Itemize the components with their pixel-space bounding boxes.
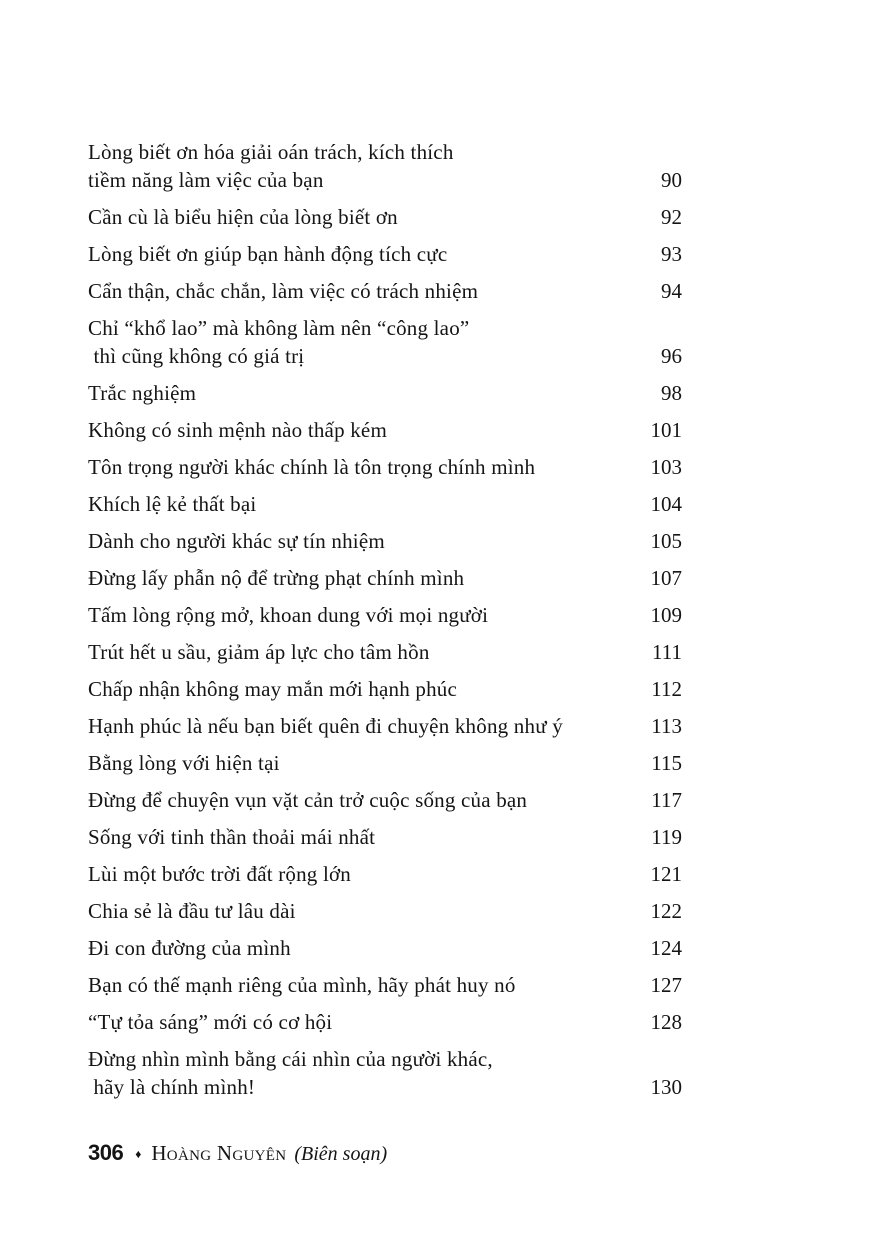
toc-entry-line xyxy=(88,416,682,444)
toc-entry-title: “Tự tỏa sáng” mới có cơ hội xyxy=(88,1010,333,1034)
toc-entry-page-number: 93 xyxy=(661,242,682,266)
toc-entry-line xyxy=(88,490,682,518)
toc-entry xyxy=(88,823,682,851)
toc-entry-line xyxy=(88,564,682,592)
toc-entry xyxy=(88,1008,682,1036)
toc-entry-line xyxy=(88,860,682,888)
diamond-icon: ♦ xyxy=(135,1147,142,1161)
toc-entry-page-number: 96 xyxy=(661,344,682,368)
toc-entry-page-number: 112 xyxy=(651,677,682,701)
toc-entry xyxy=(88,675,682,703)
toc-entry-page-number: 90 xyxy=(661,168,682,192)
toc-entry xyxy=(88,490,682,518)
toc-entry-title: Chia sẻ là đầu tư lâu dài xyxy=(88,899,296,923)
toc-entry-title: hãy là chính mình! xyxy=(88,1075,256,1099)
toc-entry-line xyxy=(88,749,682,777)
toc-entry xyxy=(88,934,682,962)
toc-entry-title: Hạnh phúc là nếu bạn biết quên đi chuyện không như ý xyxy=(88,714,563,738)
toc-entry-page-number: 117 xyxy=(651,788,682,812)
toc-entry-title: Tôn trọng người khác chính là tôn trọng chính mình xyxy=(88,455,536,479)
toc-entry-title: Lòng biết ơn hóa giải oán trách, kích thích xyxy=(88,140,454,164)
footer-author-role: (Biên soạn) xyxy=(294,1143,388,1165)
toc-entry-title: Bằng lòng với hiện tại xyxy=(88,751,280,775)
toc-entry-title: Không có sinh mệnh nào thấp kém xyxy=(88,418,387,442)
toc-entry-title: Cần cù là biểu hiện của lòng biết ơn xyxy=(88,205,398,229)
toc-entry xyxy=(88,1045,682,1101)
toc-entry-line xyxy=(88,934,682,962)
toc-entry xyxy=(88,138,682,194)
footer-page-number: 306 xyxy=(88,1140,124,1165)
toc-entry-line xyxy=(88,166,682,194)
toc-entry-title: Chỉ “khổ lao” mà không làm nên “công lao” xyxy=(88,316,470,340)
toc-entry xyxy=(88,971,682,999)
toc-entry xyxy=(88,638,682,666)
toc-entry-line xyxy=(88,342,682,370)
toc-entry-page-number: 98 xyxy=(661,381,682,405)
toc-entry xyxy=(88,203,682,231)
toc-entry xyxy=(88,314,682,370)
toc-entry-line xyxy=(88,1045,682,1073)
toc-entry-title: Khích lệ kẻ thất bại xyxy=(88,492,257,516)
toc-entry-title: Đừng nhìn mình bằng cái nhìn của người khác, xyxy=(88,1047,493,1071)
toc-entry-page-number: 101 xyxy=(650,418,682,442)
toc-entry-title: Tấm lòng rộng mở, khoan dung với mọi người xyxy=(88,603,489,627)
toc-entry-page-number: 94 xyxy=(661,279,682,303)
toc-entry-page-number: 122 xyxy=(650,899,682,923)
toc-entry-line xyxy=(88,971,682,999)
toc-entry-line xyxy=(88,712,682,740)
toc-entry-title: Đừng để chuyện vụn vặt cản trở cuộc sống của bạn xyxy=(88,788,528,812)
toc-entry-title: Lùi một bước trời đất rộng lớn xyxy=(88,862,351,886)
toc-entry xyxy=(88,564,682,592)
toc-entry-title: Cẩn thận, chắc chắn, làm việc có trách nhiệm xyxy=(88,279,479,303)
toc-entry-line xyxy=(88,527,682,555)
toc-entry xyxy=(88,453,682,481)
toc-entry-title: Lòng biết ơn giúp bạn hành động tích cực xyxy=(88,242,448,266)
toc-entry-page-number: 92 xyxy=(661,205,682,229)
toc-entry-line xyxy=(88,138,682,166)
toc-entry-line xyxy=(88,601,682,629)
toc-entry-title: Dành cho người khác sự tín nhiệm xyxy=(88,529,385,553)
page-footer xyxy=(88,1140,387,1166)
toc-entry-title: Đừng lấy phẫn nộ để trừng phạt chính mình xyxy=(88,566,465,590)
toc-entry-line xyxy=(88,314,682,342)
toc-entry-line xyxy=(88,203,682,231)
toc-entry-title: Sống với tinh thần thoải mái nhất xyxy=(88,825,376,849)
toc-entry-title: Trút hết u sầu, giảm áp lực cho tâm hồn xyxy=(88,640,430,664)
toc-entry-page-number: 109 xyxy=(650,603,682,627)
toc-entry-title: tiềm năng làm việc của bạn xyxy=(88,168,324,192)
toc-entry-line xyxy=(88,277,682,305)
toc-entry-line xyxy=(88,379,682,407)
footer-author-name: Hoàng Nguyên xyxy=(151,1141,287,1165)
toc-entry-page-number: 105 xyxy=(650,529,682,553)
toc-entry xyxy=(88,897,682,925)
toc-entry-page-number: 107 xyxy=(650,566,682,590)
toc-entry-line xyxy=(88,638,682,666)
toc-entry-page-number: 119 xyxy=(651,825,682,849)
toc-entry-page-number: 127 xyxy=(650,973,682,997)
toc-entry-line xyxy=(88,240,682,268)
toc-entry xyxy=(88,712,682,740)
toc-entry-line xyxy=(88,1008,682,1036)
toc-entry-line xyxy=(88,823,682,851)
toc-entry-line xyxy=(88,675,682,703)
toc-entry-page-number: 124 xyxy=(650,936,682,960)
toc-entry-title: Bạn có thế mạnh riêng của mình, hãy phát huy nó xyxy=(88,973,516,997)
toc-entry-line xyxy=(88,786,682,814)
toc-entry-line xyxy=(88,453,682,481)
toc-entry xyxy=(88,277,682,305)
toc-entry-title: Chấp nhận không may mắn mới hạnh phúc xyxy=(88,677,458,701)
toc-entry-page-number: 111 xyxy=(652,640,682,664)
toc-entry xyxy=(88,749,682,777)
toc-entry xyxy=(88,240,682,268)
toc-entry-page-number: 128 xyxy=(650,1010,682,1034)
toc-entry-line xyxy=(88,897,682,925)
toc-entry xyxy=(88,601,682,629)
toc-entry xyxy=(88,786,682,814)
toc-entry-page-number: 115 xyxy=(651,751,682,775)
toc-entry-page-number: 121 xyxy=(650,862,682,886)
toc-entry-title: Trắc nghiệm xyxy=(88,381,197,405)
toc-entry-page-number: 104 xyxy=(650,492,682,516)
toc-entry-page-number: 113 xyxy=(651,714,682,738)
toc-entry xyxy=(88,416,682,444)
toc-entry xyxy=(88,860,682,888)
toc-entry-title: thì cũng không có giá trị xyxy=(88,344,305,368)
toc-entry-page-number: 130 xyxy=(650,1075,682,1099)
toc-entry xyxy=(88,527,682,555)
toc-entry-page-number: 103 xyxy=(650,455,682,479)
toc-list xyxy=(88,138,682,1110)
toc-entry xyxy=(88,379,682,407)
toc-entry-line xyxy=(88,1073,682,1101)
toc-entry-title: Đi con đường của mình xyxy=(88,936,291,960)
